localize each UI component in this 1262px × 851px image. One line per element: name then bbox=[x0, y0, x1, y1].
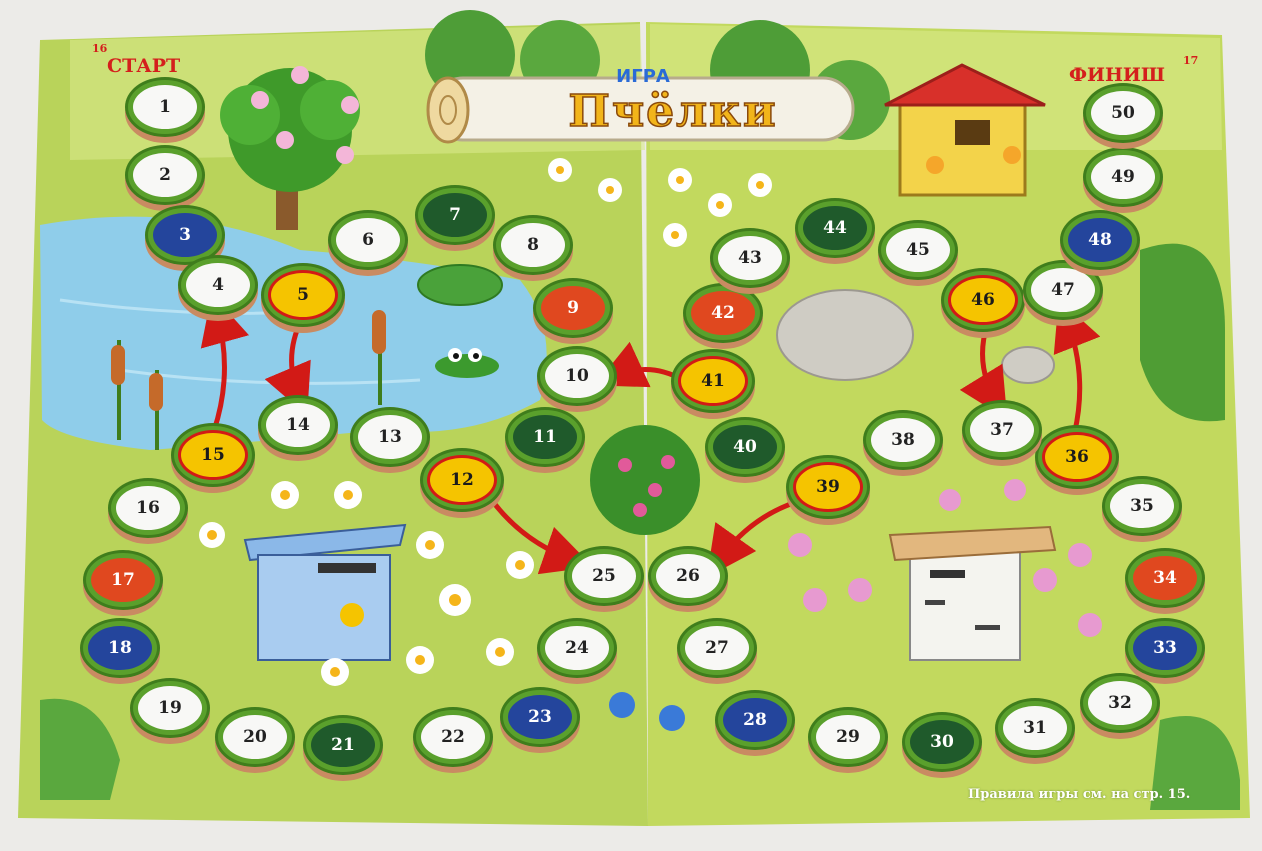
board-cell-number: 15 bbox=[201, 445, 225, 465]
rules-note: Правила игры см. на стр. 15. bbox=[968, 787, 1191, 802]
board-cell-21 bbox=[311, 723, 375, 767]
board-cell-47 bbox=[1031, 268, 1095, 312]
board-cell-number: 8 bbox=[527, 235, 539, 255]
jump-arrow-46-to-37 bbox=[983, 324, 997, 403]
jump-arrow-36-to-47 bbox=[1066, 318, 1080, 433]
board-cell-25 bbox=[572, 554, 636, 598]
board-cell-4 bbox=[186, 263, 250, 307]
board-cell-45 bbox=[886, 228, 950, 272]
board-cell-number: 7 bbox=[449, 205, 461, 225]
board-cell-18 bbox=[88, 626, 152, 670]
board-cell-number: 23 bbox=[528, 707, 552, 727]
board-cell-29 bbox=[816, 715, 880, 759]
board-cell-number: 24 bbox=[565, 638, 589, 658]
board-cell-41 bbox=[681, 359, 745, 403]
board-cell-number: 44 bbox=[823, 218, 847, 238]
board-cell-number: 5 bbox=[297, 285, 309, 305]
jump-arrow-15-to-4 bbox=[214, 313, 225, 431]
board-cell-number: 3 bbox=[179, 225, 191, 245]
board-cell-number: 16 bbox=[136, 498, 160, 518]
board-cell-3 bbox=[153, 213, 217, 257]
board-cell-number: 6 bbox=[362, 230, 374, 250]
board-cell-number: 17 bbox=[111, 570, 135, 590]
jump-arrow-12-to-25 bbox=[487, 493, 574, 560]
board-cell-9 bbox=[541, 286, 605, 330]
start-label: СТАРТ bbox=[107, 55, 181, 77]
board-cell-number: 43 bbox=[738, 248, 762, 268]
board-cell-number: 32 bbox=[1108, 693, 1132, 713]
jump-arrow-41-to-10 bbox=[613, 370, 683, 381]
board-cell-number: 27 bbox=[705, 638, 729, 658]
board-cell-number: 13 bbox=[378, 427, 402, 447]
board-cell-26 bbox=[656, 554, 720, 598]
board-cell-34 bbox=[1133, 556, 1197, 600]
board-cell-number: 40 bbox=[733, 437, 757, 457]
board-cell-17 bbox=[91, 558, 155, 602]
board-cell-44 bbox=[803, 206, 867, 250]
game-title: Пчёлки bbox=[568, 86, 778, 137]
board-cell-number: 35 bbox=[1130, 496, 1154, 516]
board-cell-14 bbox=[266, 403, 330, 447]
board-cell-number: 30 bbox=[930, 732, 954, 752]
board-cell-number: 38 bbox=[891, 430, 915, 450]
board-cell-number: 14 bbox=[286, 415, 310, 435]
right-page-number: 17 bbox=[1183, 54, 1199, 67]
board-cell-10 bbox=[545, 354, 609, 398]
game-title-sub: ИГРА bbox=[616, 66, 670, 87]
board-cell-24 bbox=[545, 626, 609, 670]
board-cell-number: 21 bbox=[331, 735, 355, 755]
finish-label: ФИНИШ bbox=[1069, 64, 1165, 86]
board-cell-19 bbox=[138, 686, 202, 730]
board-cell-number: 4 bbox=[212, 275, 224, 295]
board-cell-43 bbox=[718, 236, 782, 280]
board-cell-31 bbox=[1003, 706, 1067, 750]
board-cell-number: 11 bbox=[533, 427, 557, 447]
board-cell-48 bbox=[1068, 218, 1132, 262]
board-cell-number: 31 bbox=[1023, 718, 1047, 738]
board-cell-28 bbox=[723, 698, 787, 742]
board-cell-46 bbox=[951, 278, 1015, 322]
board-cell-15 bbox=[181, 433, 245, 477]
board-cell-number: 41 bbox=[701, 371, 725, 391]
board-cell-number: 29 bbox=[836, 727, 860, 747]
board-cell-38 bbox=[871, 418, 935, 462]
jump-arrow-5-to-14 bbox=[292, 319, 302, 397]
board-cell-12 bbox=[430, 458, 494, 502]
jump-arrow-39-to-26 bbox=[718, 500, 802, 561]
board-cell-number: 34 bbox=[1153, 568, 1177, 588]
board-cell-36 bbox=[1045, 435, 1109, 479]
board-cell-33 bbox=[1133, 626, 1197, 670]
board-cell-5 bbox=[271, 273, 335, 317]
board-cell-number: 10 bbox=[565, 366, 589, 386]
board-cell-number: 42 bbox=[711, 303, 735, 323]
board-cell-number: 1 bbox=[159, 97, 171, 117]
board-cell-11 bbox=[513, 415, 577, 459]
board-cell-number: 36 bbox=[1065, 447, 1089, 467]
left-page-number: 16 bbox=[92, 42, 108, 55]
board-cell-32 bbox=[1088, 681, 1152, 725]
board-cell-number: 9 bbox=[567, 298, 579, 318]
board-cell-number: 18 bbox=[108, 638, 132, 658]
board-cell-22 bbox=[421, 715, 485, 759]
board-cell-1 bbox=[133, 85, 197, 129]
board-cell-49 bbox=[1091, 155, 1155, 199]
board-cell-50 bbox=[1091, 91, 1155, 135]
board-cell-2 bbox=[133, 153, 197, 197]
board-cell-number: 28 bbox=[743, 710, 767, 730]
board-cell-27 bbox=[685, 626, 749, 670]
board-cell-8 bbox=[501, 223, 565, 267]
board-cell-number: 20 bbox=[243, 727, 267, 747]
board-cell-number: 45 bbox=[906, 240, 930, 260]
board-cell-42 bbox=[691, 291, 755, 335]
board-cell-23 bbox=[508, 695, 572, 739]
board-cell-6 bbox=[336, 218, 400, 262]
board-cell-number: 46 bbox=[971, 290, 995, 310]
board-cell-number: 49 bbox=[1111, 167, 1135, 187]
board-cell-number: 48 bbox=[1088, 230, 1112, 250]
board-cell-number: 33 bbox=[1153, 638, 1177, 658]
board-cell-30 bbox=[910, 720, 974, 764]
board-cell-number: 19 bbox=[158, 698, 182, 718]
board-cell-number: 26 bbox=[676, 566, 700, 586]
board-cell-number: 47 bbox=[1051, 280, 1075, 300]
board-cell-16 bbox=[116, 486, 180, 530]
board-cell-35 bbox=[1110, 484, 1174, 528]
board-cell-number: 2 bbox=[159, 165, 171, 185]
board-cell-number: 12 bbox=[450, 470, 474, 490]
board-cell-7 bbox=[423, 193, 487, 237]
board-cell-39 bbox=[796, 465, 860, 509]
board-cell-13 bbox=[358, 415, 422, 459]
board-cell-number: 39 bbox=[816, 477, 840, 497]
board-cell-number: 25 bbox=[592, 566, 616, 586]
board-cell-20 bbox=[223, 715, 287, 759]
board-cell-40 bbox=[713, 425, 777, 469]
board-cell-number: 22 bbox=[441, 727, 465, 747]
board-cell-37 bbox=[970, 408, 1034, 452]
board-cell-number: 50 bbox=[1111, 103, 1135, 123]
board-cell-number: 37 bbox=[990, 420, 1014, 440]
